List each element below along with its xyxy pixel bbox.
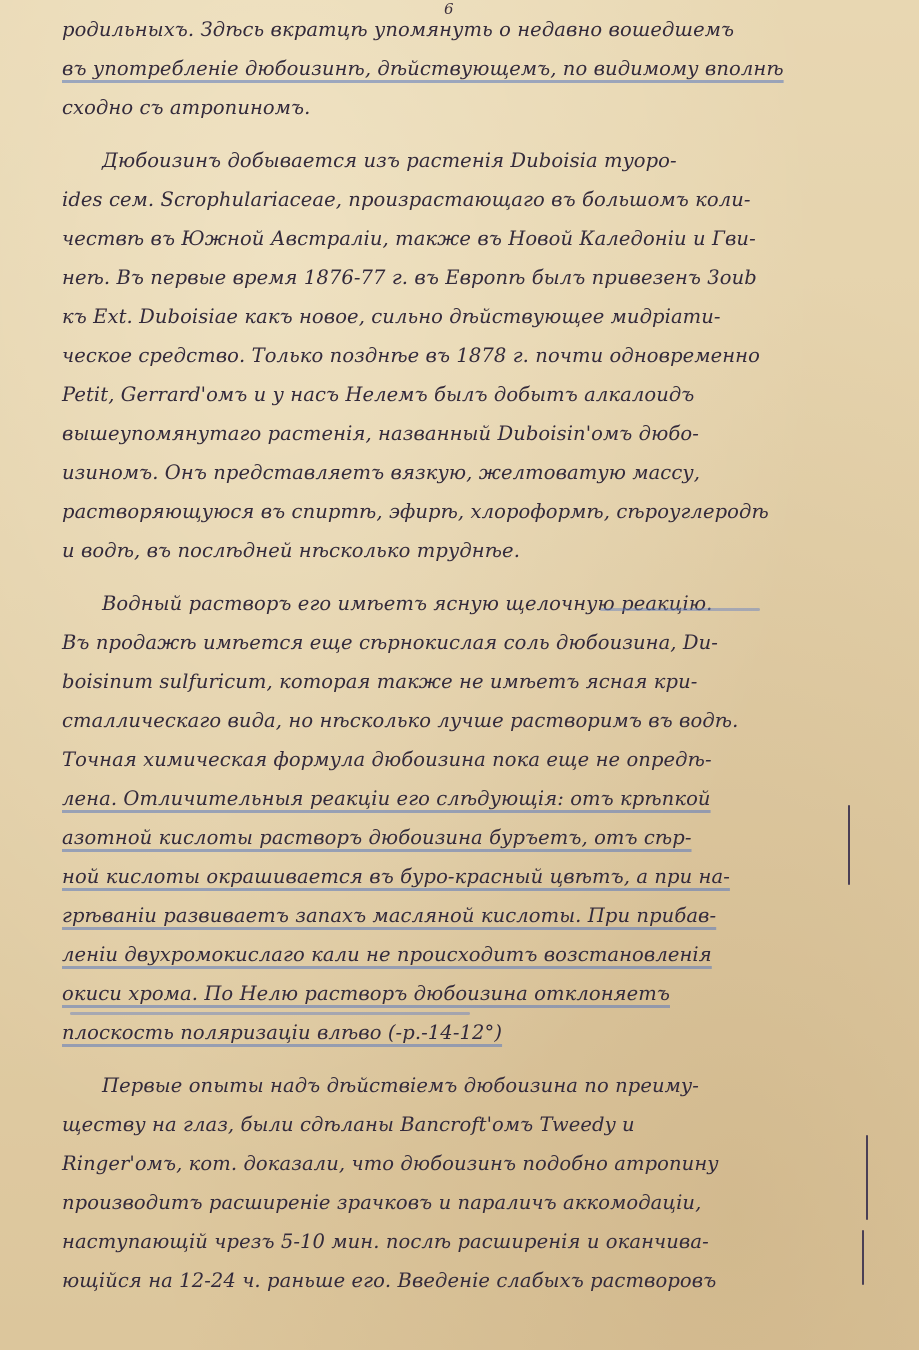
text-line: ющійся на 12-24 ч. раньше его. Введеніе слабыхъ растворовъ	[62, 1269, 717, 1292]
text-line: азотной кислоты растворъ дюбоизина буръетъ, отъ сѣр-	[62, 826, 692, 849]
pencil-stroke	[600, 608, 760, 611]
text-line: ной кислоты окрашивается въ буро-красный цвѣтъ, а при на-	[62, 865, 730, 888]
text-line: въ употребленіе дюбоизинѣ, дѣйствующемъ, по видимому вполнѣ	[62, 57, 784, 80]
text-line: окиси хрома. По Нелю растворъ дюбоизина отклоняетъ	[62, 982, 670, 1005]
manuscript-text	[62, 10, 862, 1300]
text-line: грѣваніи развиваетъ запахъ масляной кислоты. При прибав-	[62, 904, 717, 927]
text-line: boisinum sulfuricum, которая также не имѣетъ ясная кри-	[62, 670, 698, 693]
text-line: и водѣ, въ послѣдней нѣсколько труднѣе.	[62, 539, 520, 562]
text-line: Дюбоизинъ добывается изъ растенія Dubоisia myopo-	[102, 149, 677, 172]
text-line: Точная химическая формула дюбоизина пока еще не опредѣ-	[62, 748, 712, 771]
margin-bracket	[866, 1135, 868, 1220]
text-line: ческое средство. Только позднѣе въ 1878 г. почти одновременно	[62, 344, 760, 367]
text-line: ides сем. Scrophulariaceae, произрастающаго въ большомъ коли-	[62, 188, 751, 211]
text-line: вышеупомянутаго растенія, названный Duboisin'омъ дюбо-	[62, 422, 699, 445]
text-line: растворяющуюся въ спиртѣ, эфирѣ, хлороформѣ, сѣроуглеродѣ	[62, 500, 769, 523]
text-line: родильныхъ. Здѣсь вкратцѣ упомянуть о недавно вошедшемъ	[62, 18, 735, 41]
text-line: плоскость поляризаціи влѣво (-р.-14-12°)	[62, 1021, 503, 1044]
text-line: неѣ. Въ первые время 1876-77 г. въ Европѣ былъ привезенъ 3oub	[62, 266, 757, 289]
text-line: изиномъ. Онъ представляетъ вязкую, желтоватую массу,	[62, 461, 701, 484]
text-line: леніи двухромокислаго кали не происходитъ возстановленія	[62, 943, 712, 966]
text-line: Первые опыты надъ дѣйствіемъ дюбоизина по преиму-	[102, 1074, 699, 1097]
text-line: наступающій чрезъ 5-10 мин. послѣ расширенія и оканчива-	[62, 1230, 709, 1253]
pencil-stroke	[70, 1012, 470, 1015]
text-line: чествѣ въ Южной Австраліи, также въ Новой Каледоніи и Гви-	[62, 227, 756, 250]
text-line: Въ продажѣ имѣется еще сѣрнокислая соль дюбоизина, Du-	[62, 631, 718, 654]
margin-bracket	[848, 805, 850, 885]
text-line: Petit, Gerrard'омъ и у насъ Нелемъ былъ добытъ алкалоидъ	[62, 383, 695, 406]
page-number: 6	[444, 0, 454, 18]
text-line: лена. Отличительныя реакціи его слѣдующія: отъ крѣпкой	[62, 787, 711, 810]
text-line: производитъ расширеніе зрачковъ и параличъ аккомодаціи,	[62, 1191, 702, 1214]
text-line: ществу на глаз, были сдѣланы Bancroft'омъ Tweedy и	[62, 1113, 635, 1136]
text-line: сходно съ атропиномъ.	[62, 96, 311, 119]
text-line: Ringer'омъ, кот. доказали, что дюбоизинъ подобно атропину	[62, 1152, 719, 1175]
text-line: Водный растворъ его имѣетъ ясную щелочную реакцію.	[102, 592, 713, 615]
text-line: къ Ext. Duboisiae какъ новое, сильно дѣйствующее мидріати-	[62, 305, 721, 328]
margin-bracket	[862, 1230, 864, 1285]
text-line: сталлическаго вида, но нѣсколько лучше растворимъ въ водѣ.	[62, 709, 739, 732]
